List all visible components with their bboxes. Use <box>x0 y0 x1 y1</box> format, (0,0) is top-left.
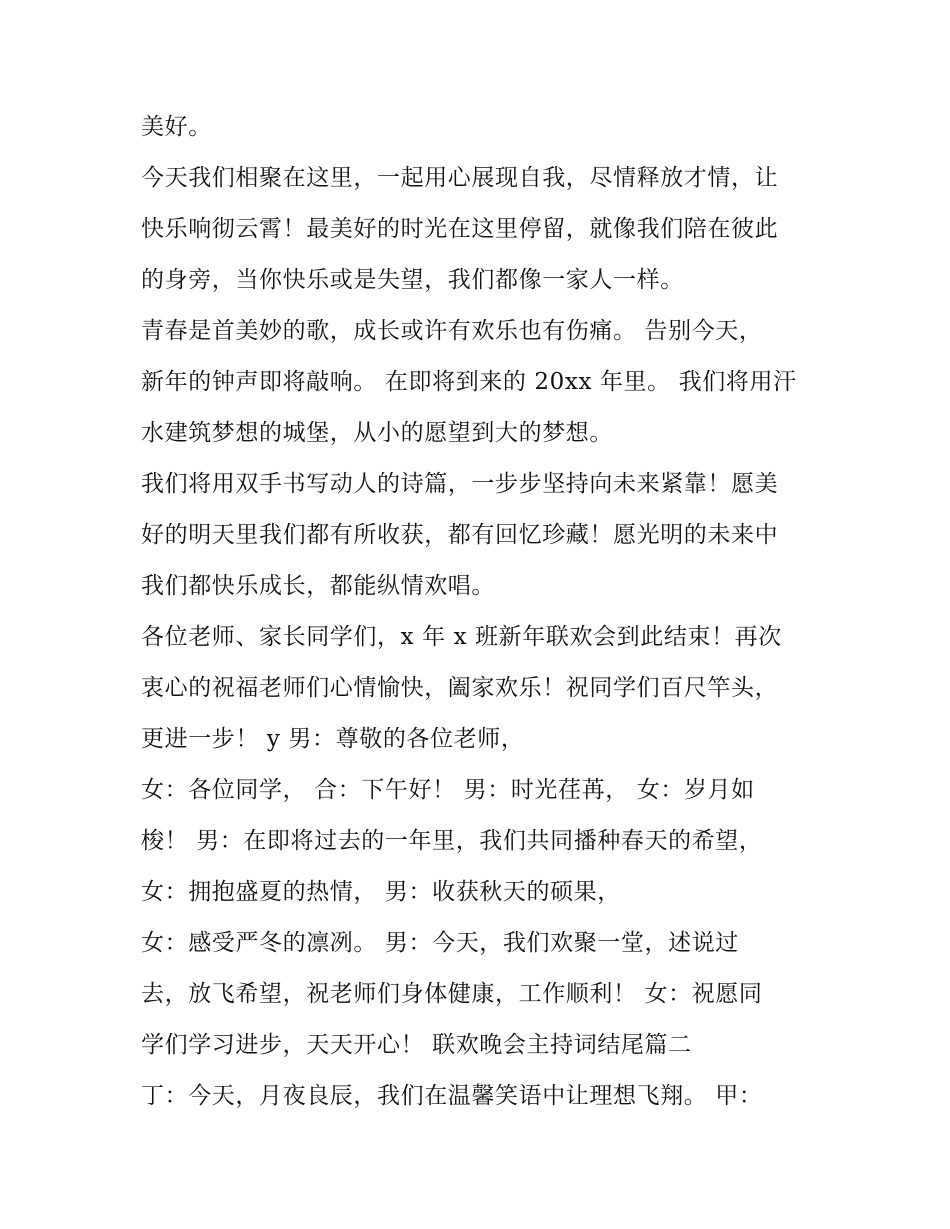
text-line: 梭！ 男：在即将过去的一年里，我们共同播种春天的希望， <box>141 828 763 854</box>
text-line: 的身旁，当你快乐或是失望，我们都像一家人一样。 <box>141 267 684 293</box>
text-line: 女：感受严冬的凛冽。 男：今天，我们欢聚一堂，述说过 <box>141 930 739 956</box>
text-line: 更进一步！ y 男：尊敬的各位老师， <box>141 726 525 752</box>
text-line: 新年的钟声即将敲响。 在即将到来的 20xx 年里。 我们将用汗 <box>141 369 797 395</box>
text-line: 各位老师、家长同学们，x 年 x 班新年联欢会到此结束！再次 <box>141 624 782 650</box>
text-line: 丁：今天，月夜良辰，我们在温馨笑语中让理想飞翔。 甲： <box>141 1083 763 1109</box>
text-line: 好的明天里我们都有所收获，都有回忆珍藏！愿光明的未来中 <box>141 522 779 548</box>
text-line: 去，放飞希望，祝老师们身体健康，工作顺利！ 女：祝愿同 <box>141 981 763 1007</box>
text-line: 女：拥抱盛夏的热情， 男：收获秋天的硕果， <box>141 879 621 905</box>
text-line: 美好。 <box>141 114 212 140</box>
text-line: 女：各位同学， 合：下午好！ 男：时光荏苒， 女：岁月如 <box>141 777 755 803</box>
text-line: 快乐响彻云霄！最美好的时光在这里停留，就像我们陪在彼此 <box>141 216 779 242</box>
text-line: 我们将用双手书写动人的诗篇，一步步坚持向未来紧靠！愿美 <box>141 471 779 497</box>
text-line: 学们学习进步，天天开心！ 联欢晚会主持词结尾篇二 <box>141 1032 692 1058</box>
text-line: 我们都快乐成长，都能纵情欢唱。 <box>141 573 495 599</box>
text-line: 水建筑梦想的城堡，从小的愿望到大的梦想。 <box>141 420 613 446</box>
text-line: 青春是首美妙的歌，成长或许有欢乐也有伤痛。 告别今天， <box>141 318 763 344</box>
text-line: 衷心的祝福老师们心情愉快，阖家欢乐！祝同学们百尺竿头， <box>141 675 779 701</box>
text-line: 今天我们相聚在这里，一起用心展现自我，尽情释放才情，让 <box>141 165 779 191</box>
document-body <box>141 102 831 1122</box>
